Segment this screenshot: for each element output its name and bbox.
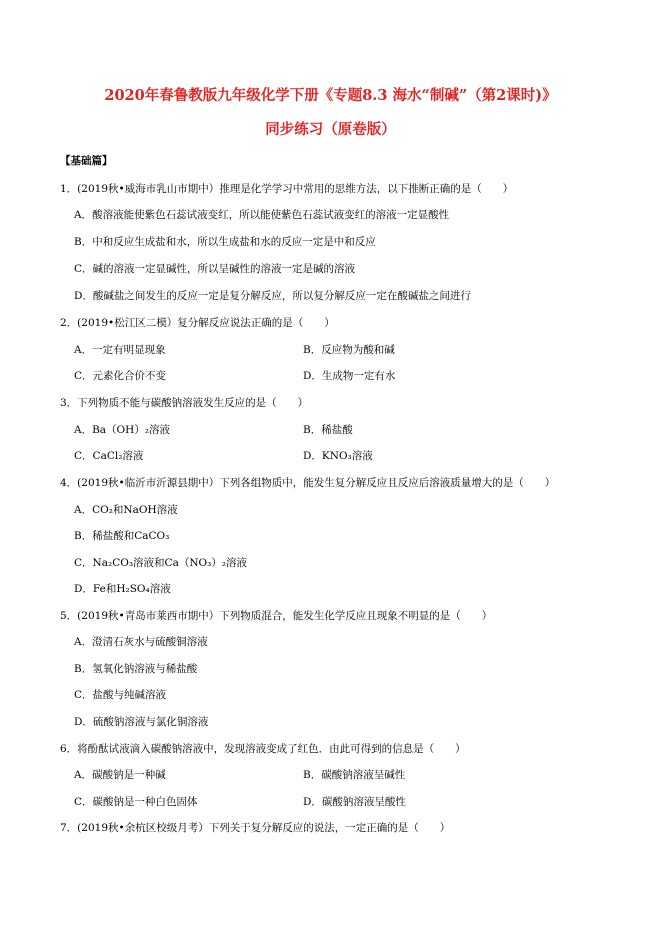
option: D．生成物一定有水: [303, 370, 396, 382]
question-stem: 4．(2019秋•临沂市沂源县期中）下列各组物质中，能发生复分解反应且反应后溶液质量增大的是（ ）: [60, 477, 556, 489]
option: C．Na₂CO₃溶液和Ca（NO₃）₂溶液: [74, 557, 248, 569]
option: A．澄清石灰水与硫酸铜溶液: [74, 636, 208, 648]
option: C．CaCl₂溶液: [74, 450, 144, 462]
option: B．氢氧化钠溶液与稀盐酸: [74, 663, 198, 675]
question-stem: 5．(2019秋•青岛市莱西市期中）下列物质混合，能发生化学反应且现象不明显的是（ ）: [60, 610, 493, 622]
option: D．硫酸钠溶液与氯化铜溶液: [74, 716, 209, 728]
question-stem: 6．将酚酞试液滴入碳酸钠溶液中，发现溶液变成了红色．由此可得到的信息是（ ）: [60, 743, 466, 755]
option: D．碳酸钠溶液呈酸性: [303, 796, 406, 808]
option: D．酸碱盐之间发生的反应一定是复分解反应，所以复分解反应一定在酸碱盐之间进行: [74, 290, 471, 302]
option: A．Ba（OH）₂溶液: [74, 424, 171, 436]
option: B．中和反应生成盐和水，所以生成盐和水的反应一定是中和反应: [74, 236, 376, 248]
option: B．碳酸钠溶液呈碱性: [303, 769, 406, 781]
option: A．碳酸钠是一种碱: [74, 769, 166, 781]
option: A．一定有明显现象: [74, 344, 166, 356]
option: D．KNO₃溶液: [303, 450, 373, 462]
question-stem: 1．(2019秋•威海市乳山市期中）推理是化学学习中常用的思维方法，以下推断正确的是（ ）: [60, 183, 514, 195]
option: B．稀盐酸和CaCO₃: [74, 530, 170, 542]
section-label: 【基础篇】: [60, 155, 113, 167]
document-subtitle: 同步练习（原卷版）: [265, 121, 396, 138]
option: C．碳酸钠是一种白色固体: [74, 796, 198, 808]
option: C．碱的溶液一定显碱性，所以呈碱性的溶液一定是碱的溶液: [74, 263, 356, 275]
document-title: 2020年春鲁教版九年级化学下册《专题8.3 海水“制碱”（第2课时)》: [104, 87, 557, 104]
option: C．元素化合价不变: [74, 370, 167, 382]
question-stem: 7．(2019秋•余杭区校级月考）下列关于复分解反应的说法，一定正确的是（ ）: [60, 822, 451, 834]
option: A．酸溶液能使紫色石蕊试液变红，所以能使紫色石蕊试液变红的溶液一定显酸性: [74, 209, 450, 221]
option: A．CO₂和NaOH溶液: [74, 504, 178, 516]
question-stem: 2．(2019•松江区二模）复分解反应说法正确的是（ ）: [60, 317, 335, 329]
option: B．稀盐酸: [303, 424, 353, 436]
option: C．盐酸与纯碱溶液: [74, 689, 167, 701]
option: B．反应物为酸和碱: [303, 344, 395, 356]
option: D．Fe和H₂SO₄溶液: [74, 583, 171, 595]
question-stem: 3．下列物质不能与碳酸钠溶液发生反应的是（ ）: [60, 397, 309, 409]
